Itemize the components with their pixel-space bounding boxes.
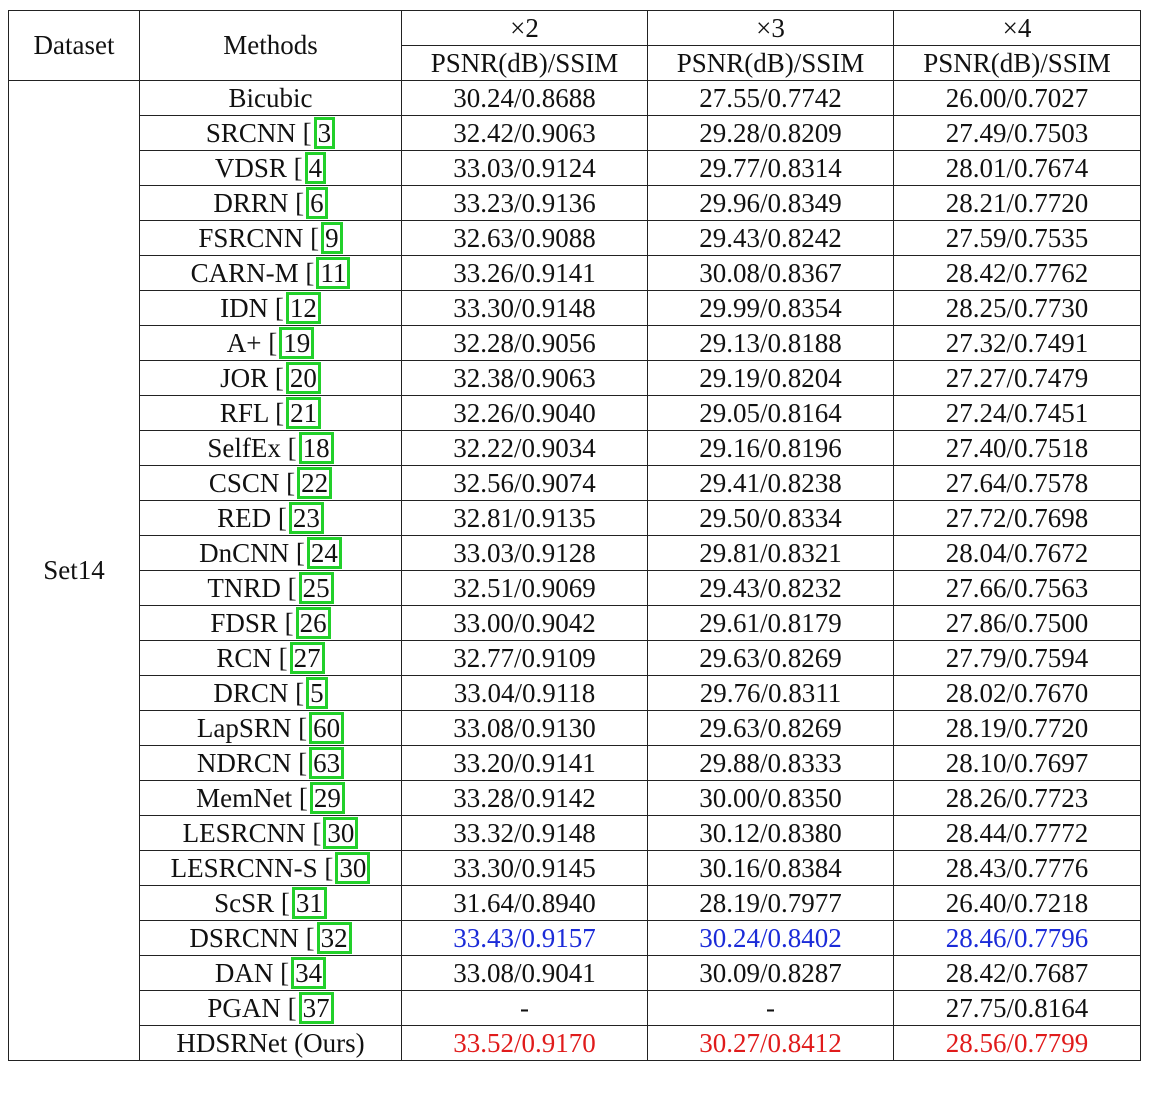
table-row [9,186,1141,221]
value-cell-x2: 33.08/0.9041 [402,956,648,991]
table-row [9,466,1141,501]
method-name: VDSR [ [214,152,303,183]
value-cell-x4: 28.56/0.7799 [894,1026,1141,1061]
table-row [9,606,1141,641]
value-cell-x4: 28.02/0.7670 [894,676,1141,711]
citation-link[interactable]: 12 [286,292,321,324]
value-cell-x3: 29.43/0.8232 [648,571,894,606]
method-name: DnCNN [ [199,537,305,568]
method-name: MemNet [ [196,782,308,813]
citation-link[interactable]: 3 [314,117,336,149]
value-cell-x3: 30.12/0.8380 [648,816,894,851]
table-row [9,746,1141,781]
table-row [9,256,1141,291]
method-name: NDRCN [ [196,747,308,778]
method-name: FDSR [ [210,607,294,638]
table-row [9,711,1141,746]
value-cell-x3: 29.99/0.8354 [648,291,894,326]
value-cell-x3: 30.09/0.8287 [648,956,894,991]
value-cell-x4: 27.32/0.7491 [894,326,1141,361]
citation-link[interactable]: 60 [309,712,344,744]
method-cell [140,816,402,851]
method-cell [140,746,402,781]
value-cell-x3: 30.08/0.8367 [648,256,894,291]
value-cell-x4: 27.86/0.7500 [894,606,1141,641]
method-cell [140,151,402,186]
method-name: CSCN [ [208,467,296,498]
value-cell-x2: 33.28/0.9142 [402,781,648,816]
method-cell [140,571,402,606]
value-cell-x4: 28.44/0.7772 [894,816,1141,851]
table-row [9,326,1141,361]
citation-link[interactable]: 22 [297,467,332,499]
value-cell-x4: 28.26/0.7723 [894,781,1141,816]
value-cell-x3: 29.81/0.8321 [648,536,894,571]
value-cell-x2: 33.52/0.9170 [402,1026,648,1061]
value-cell-x3: - [648,991,894,1026]
value-cell-x3: 29.96/0.8349 [648,186,894,221]
header-methods: Methods [140,11,402,81]
citation-link[interactable]: 20 [286,362,321,394]
header-metric-x3: PSNR(dB)/SSIM [648,46,894,81]
method-name: LapSRN [ [196,712,308,743]
dataset-cell: Set14 [9,81,140,1061]
citation-link[interactable]: 5 [306,677,328,709]
method-name: A+ [ [226,327,278,358]
citation-link[interactable]: 6 [306,187,328,219]
value-cell-x3: 27.55/0.7742 [648,81,894,116]
value-cell-x2: 33.20/0.9141 [402,746,648,781]
header-dataset: Dataset [9,11,140,81]
method-cell [140,81,402,116]
value-cell-x2: 32.28/0.9056 [402,326,648,361]
method-name: RFL [ [219,397,285,428]
value-cell-x2: - [402,991,648,1026]
value-cell-x4: 28.04/0.7672 [894,536,1141,571]
value-cell-x3: 29.13/0.8188 [648,326,894,361]
method-cell [140,641,402,676]
method-cell [140,606,402,641]
value-cell-x3: 29.05/0.8164 [648,396,894,431]
citation-link[interactable]: 31 [292,887,327,919]
value-cell-x3: 29.19/0.8204 [648,361,894,396]
table-row [9,1026,1141,1061]
citation-link[interactable]: 23 [289,502,324,534]
value-cell-x2: 33.03/0.9128 [402,536,648,571]
table-row [9,221,1141,256]
header-metric-x2: PSNR(dB)/SSIM [402,46,648,81]
value-cell-x4: 27.66/0.7563 [894,571,1141,606]
method-cell [140,711,402,746]
value-cell-x3: 29.63/0.8269 [648,641,894,676]
table-row [9,396,1141,431]
method-cell [140,221,402,256]
value-cell-x2: 33.23/0.9136 [402,186,648,221]
value-cell-x4: 28.21/0.7720 [894,186,1141,221]
value-cell-x2: 33.00/0.9042 [402,606,648,641]
value-cell-x2: 32.77/0.9109 [402,641,648,676]
citation-link[interactable]: 11 [316,257,350,289]
citation-link[interactable]: 32 [317,922,352,954]
value-cell-x2: 33.43/0.9157 [402,921,648,956]
table-body [9,81,1141,1061]
value-cell-x2: 32.81/0.9135 [402,501,648,536]
table-row [9,816,1141,851]
method-cell [140,991,402,1026]
method-name: CARN-M [ [190,257,315,288]
method-name: LESRCNN [ [182,817,322,848]
value-cell-x2: 33.30/0.9145 [402,851,648,886]
results-table [8,10,1141,1061]
table-row [9,116,1141,151]
citation-link[interactable]: 4 [305,152,327,184]
table-row [9,956,1141,991]
method-name: DRCN [ [213,677,305,708]
value-cell-x2: 32.26/0.9040 [402,396,648,431]
method-name: HDSRNet (Ours) [176,1027,365,1058]
method-name: DAN [ [214,957,290,988]
value-cell-x2: 30.24/0.8688 [402,81,648,116]
method-name: Bicubic [228,82,313,113]
value-cell-x2: 32.56/0.9074 [402,466,648,501]
table-row [9,361,1141,396]
method-cell [140,396,402,431]
citation-link[interactable]: 25 [299,572,334,604]
value-cell-x4: 28.19/0.7720 [894,711,1141,746]
table-row [9,431,1141,466]
value-cell-x3: 30.00/0.8350 [648,781,894,816]
table-row [9,151,1141,186]
value-cell-x2: 32.63/0.9088 [402,221,648,256]
table-row [9,886,1141,921]
value-cell-x4: 28.43/0.7776 [894,851,1141,886]
citation-link[interactable]: 9 [321,222,343,254]
value-cell-x3: 30.16/0.8384 [648,851,894,886]
citation-link[interactable]: 27 [290,642,325,674]
method-name: SelfEx [ [207,432,297,463]
value-cell-x2: 32.42/0.9063 [402,116,648,151]
value-cell-x4: 27.24/0.7451 [894,396,1141,431]
results-table-container [8,10,1140,1061]
value-cell-x3: 29.16/0.8196 [648,431,894,466]
method-name: DSRCNN [ [189,922,315,953]
method-cell [140,361,402,396]
table-row [9,676,1141,711]
value-cell-x3: 29.43/0.8242 [648,221,894,256]
method-name: PGAN [ [207,992,297,1023]
value-cell-x4: 27.49/0.7503 [894,116,1141,151]
method-cell [140,256,402,291]
value-cell-x4: 28.46/0.7796 [894,921,1141,956]
method-cell [140,781,402,816]
method-cell [140,851,402,886]
method-name: SRCNN [ [205,117,312,148]
citation-link[interactable]: 18 [299,432,334,464]
value-cell-x4: 27.75/0.8164 [894,991,1141,1026]
value-cell-x3: 29.77/0.8314 [648,151,894,186]
value-cell-x2: 32.22/0.9034 [402,431,648,466]
value-cell-x4: 27.40/0.7518 [894,431,1141,466]
value-cell-x3: 28.19/0.7977 [648,886,894,921]
table-row [9,641,1141,676]
value-cell-x2: 33.04/0.9118 [402,676,648,711]
method-cell [140,466,402,501]
value-cell-x3: 29.41/0.8238 [648,466,894,501]
value-cell-x3: 29.63/0.8269 [648,711,894,746]
value-cell-x4: 28.42/0.7687 [894,956,1141,991]
value-cell-x4: 27.72/0.7698 [894,501,1141,536]
value-cell-x3: 29.61/0.8179 [648,606,894,641]
citation-link[interactable]: 19 [279,327,314,359]
table-row [9,291,1141,326]
header-scale-x2: ×2 [402,11,648,46]
header-scale-x4: ×4 [894,11,1141,46]
value-cell-x2: 32.38/0.9063 [402,361,648,396]
citation-link[interactable]: 26 [296,607,331,639]
value-cell-x4: 27.59/0.7535 [894,221,1141,256]
value-cell-x2: 33.03/0.9124 [402,151,648,186]
table-row [9,991,1141,1026]
method-cell [140,431,402,466]
method-cell [140,501,402,536]
method-cell [140,291,402,326]
method-cell [140,536,402,571]
value-cell-x4: 26.40/0.7218 [894,886,1141,921]
value-cell-x4: 27.64/0.7578 [894,466,1141,501]
citation-link[interactable]: 37 [299,992,334,1024]
method-cell [140,921,402,956]
value-cell-x2: 33.30/0.9148 [402,291,648,326]
method-name: RCN [ [216,642,288,673]
value-cell-x4: 28.01/0.7674 [894,151,1141,186]
method-name: ScSR [ [214,887,290,918]
citation-link[interactable]: 30 [335,852,370,884]
value-cell-x2: 33.32/0.9148 [402,816,648,851]
table-row [9,851,1141,886]
citation-link[interactable]: 24 [307,537,342,569]
value-cell-x3: 30.24/0.8402 [648,921,894,956]
citation-link[interactable]: 30 [323,817,358,849]
citation-link[interactable]: 29 [310,782,345,814]
method-name: JOR [ [220,362,284,393]
value-cell-x3: 29.50/0.8334 [648,501,894,536]
method-cell [140,956,402,991]
value-cell-x3: 30.27/0.8412 [648,1026,894,1061]
method-cell [140,326,402,361]
method-name: RED [ [217,502,287,533]
table-header [9,11,1141,81]
method-cell [140,676,402,711]
table-row [9,81,1141,116]
header-row-scales [9,11,1141,46]
method-name: FSRCNN [ [198,222,320,253]
value-cell-x3: 29.28/0.8209 [648,116,894,151]
value-cell-x2: 33.08/0.9130 [402,711,648,746]
header-scale-x3: ×3 [648,11,894,46]
table-row [9,781,1141,816]
value-cell-x4: 28.25/0.7730 [894,291,1141,326]
value-cell-x4: 27.79/0.7594 [894,641,1141,676]
value-cell-x2: 32.51/0.9069 [402,571,648,606]
method-name: LESRCNN-S [ [170,852,334,883]
table-row [9,921,1141,956]
value-cell-x2: 33.26/0.9141 [402,256,648,291]
method-cell [140,186,402,221]
method-cell [140,116,402,151]
value-cell-x4: 27.27/0.7479 [894,361,1141,396]
table-row [9,536,1141,571]
citation-link[interactable]: 34 [291,957,326,989]
method-name: DRRN [ [213,187,305,218]
table-row [9,501,1141,536]
value-cell-x3: 29.76/0.8311 [648,676,894,711]
value-cell-x2: 31.64/0.8940 [402,886,648,921]
method-name: IDN [ [220,292,284,323]
method-cell [140,1026,402,1061]
value-cell-x4: 28.42/0.7762 [894,256,1141,291]
method-cell [140,886,402,921]
citation-link[interactable]: 21 [286,397,321,429]
citation-link[interactable]: 63 [309,747,344,779]
value-cell-x4: 26.00/0.7027 [894,81,1141,116]
method-name: TNRD [ [207,572,297,603]
header-metric-x4: PSNR(dB)/SSIM [894,46,1141,81]
value-cell-x3: 29.88/0.8333 [648,746,894,781]
value-cell-x4: 28.10/0.7697 [894,746,1141,781]
table-row [9,571,1141,606]
